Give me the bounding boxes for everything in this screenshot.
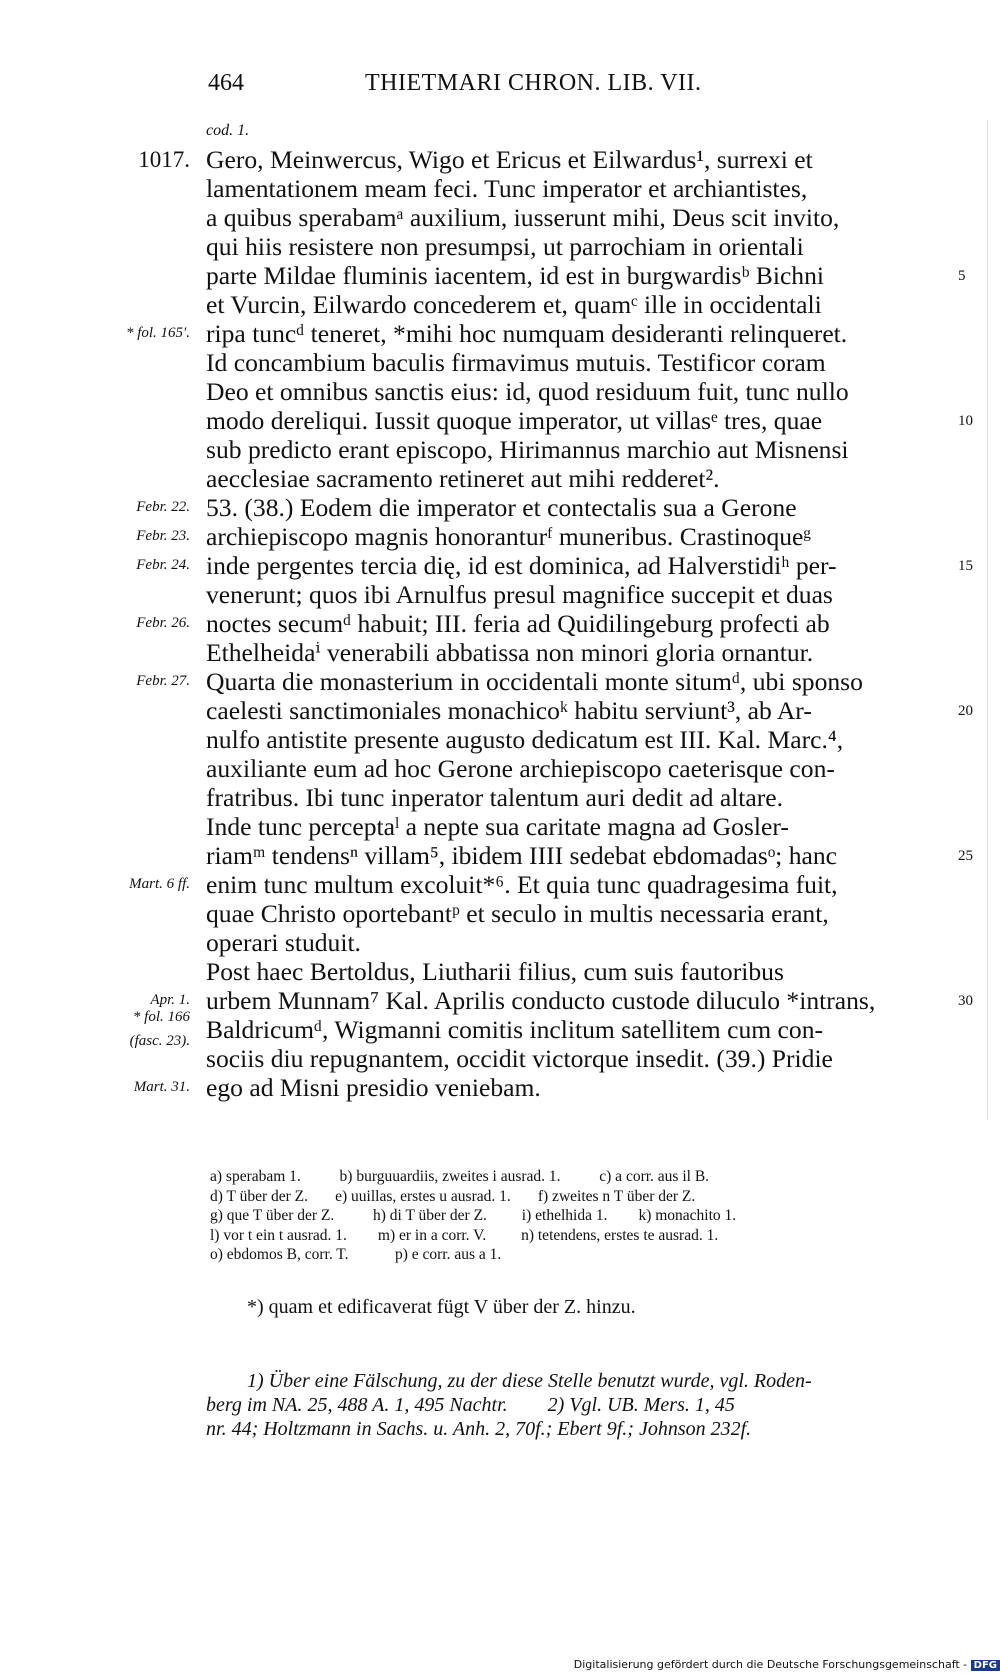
text-line: ripa tuncᵈ teneret, *mihi hoc numquam desideranti relinqueret.: [206, 319, 848, 348]
text-line: Post haec Bertoldus, Liutharii filius, cum suis fautoribus: [206, 957, 784, 986]
star-note: *) quam et edificaverat fügt V über der Z. hinzu.: [247, 1296, 636, 1318]
text-line: 53. (38.) Eodem die imperator et contectalis sua a Gerone: [206, 493, 797, 522]
text-line: ego ad Misni presidio veniebam.: [206, 1073, 541, 1102]
line-number: 20: [958, 703, 973, 719]
text-line: Id concambium baculis firmavimus mutuis. Testificor coram: [206, 348, 826, 377]
text-line: archiepiscopo magnis honoranturᶠ muneribus. Crastinoqueᵍ: [206, 522, 812, 551]
text-line: modo dereliqui. Iussit quoque imperator, ut villasᵉ tres, quae: [206, 406, 823, 435]
line-number: 25: [958, 848, 973, 864]
text-line: caelesti sanctimoniales monachicoᵏ habitu serviunt³, ab Ar-: [206, 696, 812, 725]
text-line: operari studuit.: [206, 928, 361, 957]
text-line: riamᵐ tendensⁿ villam⁵, ibidem IIII sedebat ebdomadasᵒ; hanc: [206, 841, 838, 870]
margin-note: 1017.: [138, 147, 190, 172]
text-line: parte Mildae fluminis iacentem, id est in burgwardisᵇ Bichni: [206, 261, 825, 290]
margin-note: Febr. 24.: [136, 557, 190, 573]
text-line: Deo et omnibus sanctis eius: id, quod residuum fuit, tunc nullo: [206, 377, 849, 406]
running-title: THIETMARI CHRON. LIB. VII.: [365, 70, 702, 96]
text-line: enim tunc multum excoluit*⁶. Et quia tunc quadragesima fuit,: [206, 870, 838, 899]
margin-note: Mart. 6 ff.: [129, 876, 190, 892]
text-line: sub predicto erant episcopo, Hirimannus marchio aut Misnensi: [206, 435, 849, 464]
text-line: nulfo antistite presente augusto dedicatum est III. Kal. Marc.⁴,: [206, 725, 844, 754]
line-number: 30: [958, 993, 973, 1009]
text-line: quae Christo oportebantᵖ et seculo in multis necessaria erant,: [206, 899, 829, 928]
text-line: fratribus. Ibi tunc inperator talentum auri dedit ad altare.: [206, 783, 784, 812]
text-line: inde pergentes tercia dię, id est dominica, ad Halverstidiʰ per-: [206, 551, 837, 580]
text-line: urbem Munnam⁷ Kal. Aprilis conducto custode diluculo *intrans,: [206, 986, 876, 1015]
footnote-line: 1) Über eine Fälschung, zu der diese Stelle benutzt wurde, vgl. Roden-: [247, 1370, 812, 1392]
scan-edge-line: [987, 120, 988, 1120]
margin-note: * fol. 166: [132, 1009, 190, 1026]
margin-note: Febr. 26.: [136, 615, 190, 631]
dfg-logo: DFG: [971, 1660, 1000, 1671]
footnote-line: berg im NA. 25, 488 A. 1, 495 Nachtr. 2) Vgl. UB. Mers. 1, 45: [206, 1394, 735, 1416]
line-number: 5: [958, 268, 966, 284]
text-line: Baldricumᵈ, Wigmanni comitis inclitum satellitem cum con-: [206, 1015, 824, 1044]
apparatus-line: d) T über der Z. e) uuillas, erstes u ausrad. 1. f) zweites n T über der Z.: [210, 1187, 696, 1205]
text-line: a quibus sperabamᵃ auxilium, iusserunt mihi, Deus scit invito,: [206, 203, 840, 232]
text-line: noctes secumᵈ habuit; III. feria ad Quidilingeburg profecti ab: [206, 609, 830, 638]
apparatus-line: a) sperabam 1. b) burguuardiis, zweites i ausrad. 1. c) a corr. aus il B.: [210, 1168, 710, 1185]
apparatus-line: l) vor t ein t ausrad. 1. m) er in a corr. V. n) tetendens, erstes te ausrad. 1.: [210, 1226, 719, 1244]
line-number: 10: [958, 413, 973, 429]
text-line: et Vurcin, Eilwardo concederem et, quamᶜ ille in occidentali: [206, 290, 822, 319]
text-line: auxiliante eum ad hoc Gerone archiepiscopo caeterisque con-: [206, 754, 835, 783]
footnote-line: nr. 44; Holtzmann in Sachs. u. Anh. 2, 70f.; Ebert 9f.; Johnson 232f.: [206, 1418, 752, 1440]
margin-note: * fol. 165'.: [125, 325, 190, 341]
digitization-credit: [574, 1658, 1000, 1671]
text-line: aecclesiae sacramento retineret aut mihi redderet².: [206, 464, 720, 493]
text-line: lamentationem meam feci. Tunc imperator et archiantistes,: [206, 174, 808, 203]
page-number: 464: [208, 70, 244, 96]
credit-text: Digitalisierung gefördert durch die Deutsche Forschungsgemeinschaft -: [573, 1658, 968, 1671]
margin-note: Febr. 23.: [136, 528, 190, 544]
apparatus-line: o) ebdomos B, corr. T. p) e corr. aus a 1.: [210, 1246, 502, 1263]
text-line: Gero, Meinwercus, Wigo et Ericus et Eilwardus¹, surrexi et: [206, 145, 813, 174]
margin-note: Apr. 1.: [150, 992, 190, 1008]
margin-note: Mart. 31.: [133, 1079, 190, 1095]
margin-note: (fasc. 23).: [129, 1032, 190, 1049]
cod-reference: cod. 1.: [206, 122, 250, 139]
margin-note: Febr. 27.: [136, 673, 190, 689]
text-line: Inde tunc perceptaˡ a nepte sua caritate magna ad Gosler-: [206, 812, 789, 841]
text-line: qui hiis resistere non presumpsi, ut parrochiam in orientali: [206, 232, 804, 261]
text-line: Ethelheidaⁱ venerabili abbatissa non minori gloria ornantur.: [206, 638, 814, 667]
line-number: 15: [958, 558, 973, 574]
text-line: venerunt; quos ibi Arnulfus presul magnifice succepit et duas: [206, 580, 833, 609]
text-line: Quarta die monasterium in occidentali monte situmᵈ, ubi sponso: [206, 667, 863, 696]
text-line: sociis diu repugnantem, occidit victorque insedit. (39.) Pridie: [206, 1044, 833, 1073]
apparatus-line: g) que T über der Z. h) di T über der Z. i) ethelhida 1. k) monachito 1.: [210, 1207, 737, 1224]
margin-note: Febr. 22.: [136, 499, 190, 515]
